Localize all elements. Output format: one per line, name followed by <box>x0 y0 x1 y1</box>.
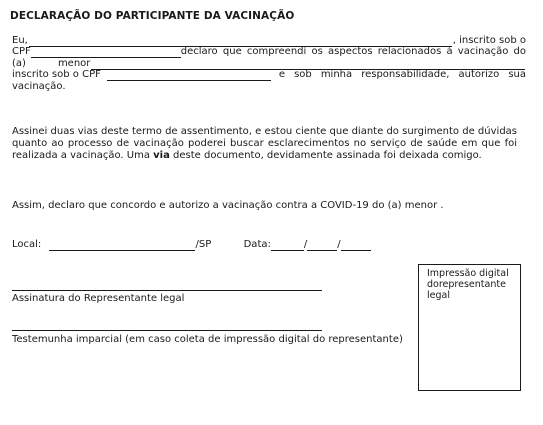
declaration-cpf-label: CPF <box>12 46 31 57</box>
declaration-menor-label: menor <box>57 57 91 69</box>
minor-name-blank[interactable] <box>91 60 525 70</box>
witness-signature-line[interactable] <box>12 330 322 331</box>
state-label: /SP <box>195 239 212 250</box>
witness-signature-label: Testemunha imparcial (em caso coleta de impressão digital do representante) <box>12 334 403 345</box>
document-title: DECLARAÇÃO DO PARTICIPANTE DA VACINAÇÃO <box>10 10 295 22</box>
legal-rep-signature-label: Assinatura do Representante legal <box>12 293 185 304</box>
date-month-blank[interactable] <box>307 241 337 251</box>
cpf-blank[interactable] <box>31 48 181 58</box>
declaration-row-2 <box>12 47 526 59</box>
declaration-row-3 <box>12 58 526 70</box>
date-sep-2: / <box>337 239 341 250</box>
declaration-authorize-text: e sob minha responsabilidade, autorizo sua <box>278 69 526 80</box>
declaration-row-1 <box>12 35 526 47</box>
declaration-minor-cpf-label: inscrito sob o CPF <box>12 69 101 80</box>
assent-text-bold: via <box>153 150 170 161</box>
declaration-row-4 <box>12 70 526 82</box>
date-sep-1: / <box>303 239 308 250</box>
declaration-paragraph <box>12 35 526 93</box>
date-label: Data: <box>243 239 271 250</box>
agreement-paragraph: Assim, declaro que concordo e autorizo a vacinação contra a COVID-19 do (a) menor . <box>12 200 444 211</box>
name-blank[interactable] <box>29 37 452 47</box>
local-blank[interactable] <box>49 241 195 251</box>
declaration-a-label: (a) <box>12 57 26 69</box>
assent-text-start: Assinei duas vias deste termo de assentimento, e estou ciente que diante do surgimento de dúvidas quanto ao processo de vacinação poderei buscar esclarecimentos no serviço de saúde em que foi realizada a vacinação. Uma <box>12 126 517 161</box>
date-year-blank[interactable] <box>341 241 371 251</box>
minor-cpf-blank[interactable] <box>107 71 271 81</box>
declaration-inscrito-label: , inscrito sob o <box>452 34 526 46</box>
assent-paragraph <box>12 126 517 162</box>
declaration-row-5 <box>12 81 526 93</box>
assent-text-end: deste documento, devidamente assinada foi deixada comigo. <box>169 150 482 161</box>
date-day-blank[interactable] <box>271 241 304 251</box>
declaration-understand-text: declaro que compreendi os aspectos relacionados à vacinação do <box>180 46 526 57</box>
location-date-row <box>12 239 371 251</box>
local-label: Local: <box>12 239 42 250</box>
fingerprint-box[interactable] <box>418 264 521 391</box>
fingerprint-label: Impressão digital dorepresentante legal <box>427 268 509 301</box>
declaration-eu-label: Eu, <box>12 34 28 46</box>
declaration-vacinacao-text: vacinação. <box>12 80 66 92</box>
legal-rep-signature-line[interactable] <box>12 290 322 291</box>
